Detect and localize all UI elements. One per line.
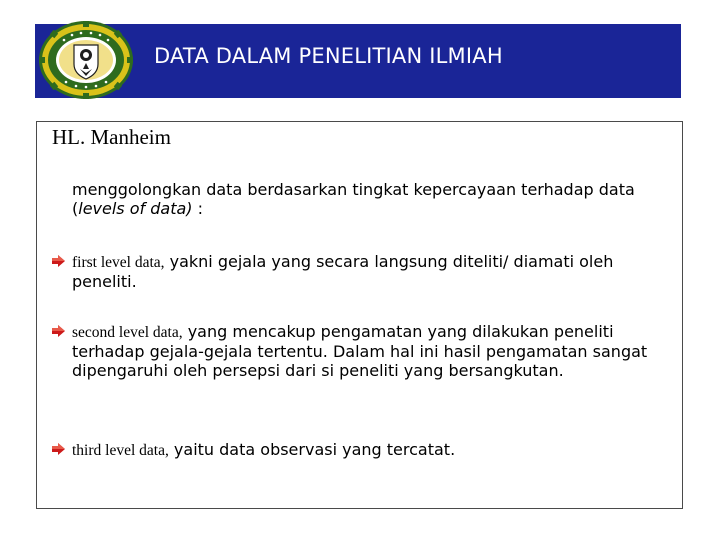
bullet-term: third level data, xyxy=(72,442,169,459)
university-seal-logo xyxy=(37,19,135,101)
bullet-term: first level data, xyxy=(72,254,165,271)
bullet-text: yakni gejala yang secara langsung diteliti/ diamati oleh peneliti. xyxy=(72,252,614,291)
intro-paragraph xyxy=(72,180,662,218)
list-item xyxy=(52,440,662,460)
author-heading: HL. Manheim xyxy=(52,125,171,149)
intro-italic: levels of data) xyxy=(78,199,193,218)
intro-end: : xyxy=(192,199,203,218)
bullet-text: yaitu data observasi yang tercatat. xyxy=(168,440,456,459)
arrow-right-icon xyxy=(52,443,65,455)
intro-text: menggolongkan data berdasarkan tingkat kepercayaan terhadap data ( xyxy=(72,180,635,218)
bullet-term: second level data, xyxy=(72,324,183,341)
bullet-text: yang mencakup pengamatan yang dilakukan peneliti terhadap gejala-gejala tertentu. Dalam hal ini hasil pengamatan sangat dipengaruhi oleh persepsi dari si peneliti yang bersangkutan. xyxy=(72,322,648,380)
arrow-right-icon xyxy=(52,325,65,337)
slide-title: DATA DALAM PENELITIAN ILMIAH xyxy=(154,44,503,68)
list-item xyxy=(52,252,662,291)
arrow-right-icon xyxy=(52,255,65,267)
list-item xyxy=(52,322,662,380)
